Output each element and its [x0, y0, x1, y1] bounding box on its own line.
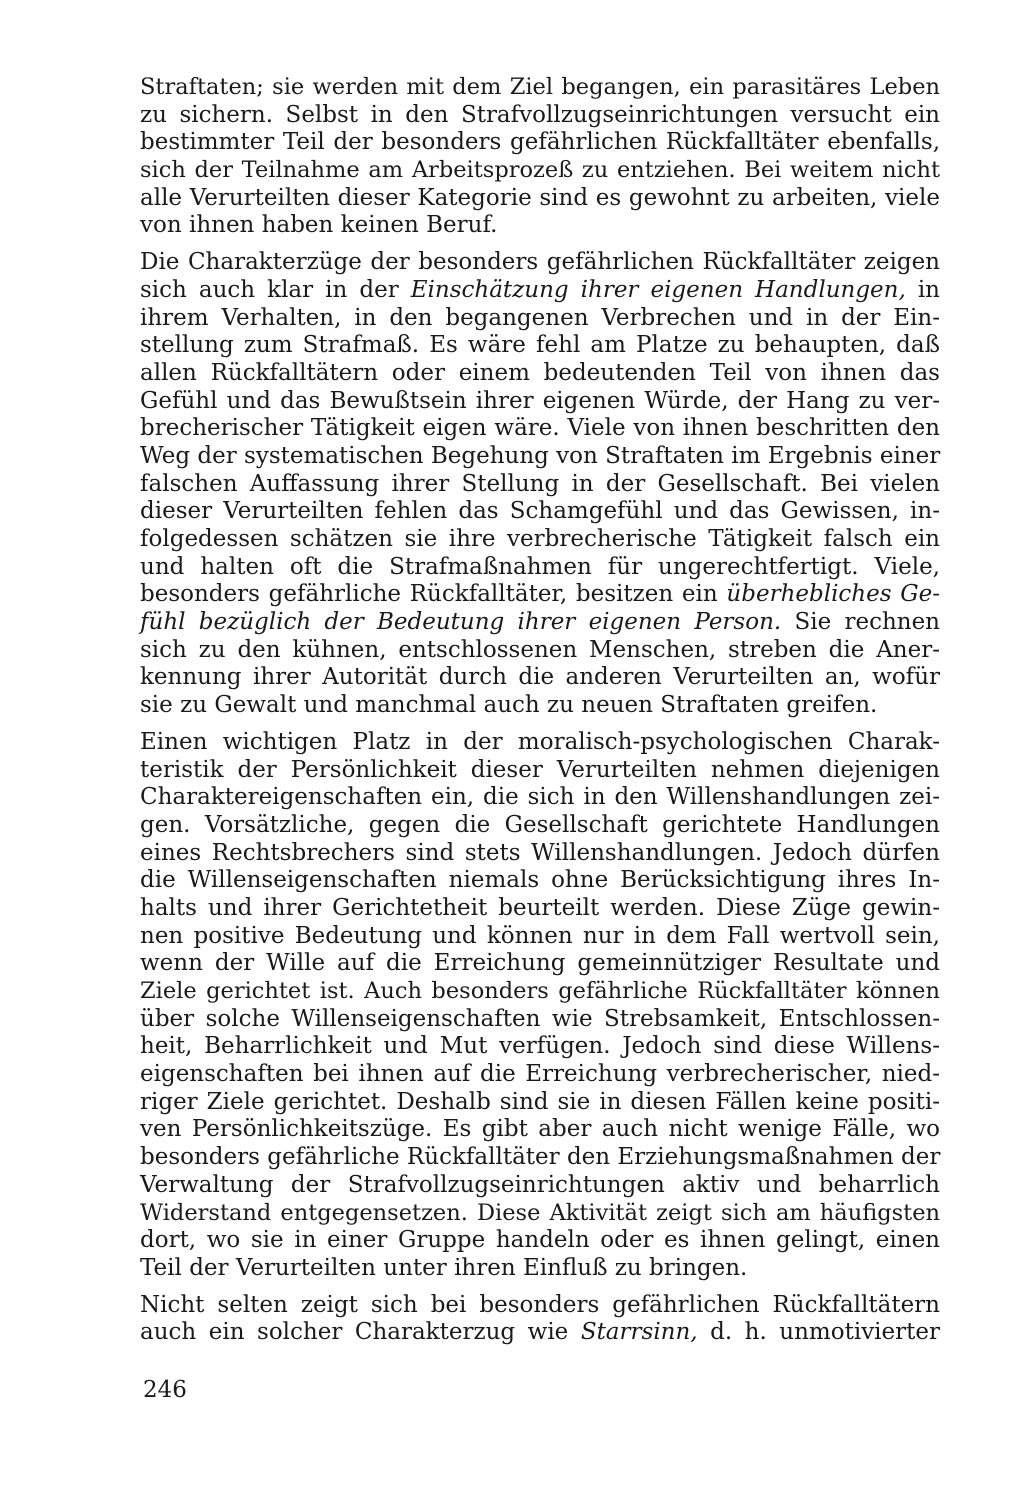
text-line: [140, 812, 940, 840]
text-line: [140, 692, 940, 720]
text-segment: kennung ihrer Autorität durch die anderen Verurteilten an, wofür: [140, 664, 940, 691]
text-line: [140, 1172, 940, 1200]
text-segment: in: [905, 276, 940, 303]
text-segment: sich zu den kühnen, entschlossenen Menschen, streben die Aner-: [140, 636, 940, 663]
paragraph: [140, 729, 940, 1283]
text-line: [140, 950, 940, 978]
text-line: [140, 1144, 940, 1172]
text-segment: ven Persönlichkeitszüge. Es gibt aber auch nicht wenige Fälle, wo: [140, 1116, 940, 1143]
text-line: [140, 784, 940, 812]
text-segment: sich auch klar in der: [140, 276, 411, 303]
text-line: [140, 249, 940, 277]
text-segment: folgedessen schätzen sie ihre verbrecherische Tätigkeit falsch ein: [140, 526, 940, 552]
text-line: [140, 1255, 940, 1283]
paragraph-gap: [140, 240, 940, 249]
text-segment: bestimmter Teil der besonders gefährlichen Rückfalltäter ebenfalls,: [140, 129, 940, 156]
page-number: 246: [143, 1377, 187, 1403]
text-segment: Gefühl und das Bewußtsein ihrer eigenen Würde, der Hang zu ver-: [140, 387, 940, 414]
text-line: [140, 102, 940, 130]
text-line: [140, 471, 940, 499]
text-line: [140, 1116, 940, 1144]
text-line: [140, 443, 940, 471]
text-line: [140, 609, 940, 637]
paragraph: [140, 1292, 940, 1347]
text-segment: besonders gefährliche Rückfalltäter den Erziehungsmaßnahmen der: [140, 1144, 941, 1171]
text-line: [140, 277, 940, 305]
text-segment: zu sichern. Selbst in den Strafvollzugseinrichtungen versucht ein: [140, 101, 940, 128]
text-segment: Teil der Verurteilten unter ihren Einfluß zu bringen.: [140, 1254, 748, 1281]
text-segment: von ihnen haben keinen Beruf.: [140, 212, 498, 239]
text-segment: allen Rückfalltätern oder einem bedeutenden Teil von ihnen das: [140, 359, 940, 386]
text-segment: teristik der Persönlichkeit dieser Verurteilten nehmen diejenigen: [140, 756, 940, 783]
text-segment: besonders gefährliche Rückfalltäter, besitzen ein: [140, 581, 727, 608]
text-segment: riger Ziele gerichtet. Deshalb sind sie in diesen Fällen keine positi-: [140, 1088, 940, 1115]
italic-emphasis: fühl bezüglich der Bedeutung ihrer eigenen Person.: [140, 609, 782, 636]
text-line: [140, 212, 940, 240]
text-segment: und halten oft die Strafmaßnahmen für ungerechtfertigt. Viele,: [140, 553, 940, 580]
text-segment: über solche Willenseigenschaften wie Strebsamkeit, Entschlossen-: [140, 1005, 940, 1032]
text-segment: Sie rechnen: [781, 609, 940, 636]
text-segment: eigenschaften bei ihnen auf die Erreichung verbrecherischer, nied-: [140, 1061, 940, 1088]
text-segment: alle Verurteilten dieser Kategorie sind es gewohnt zu arbeiten, viele: [140, 184, 940, 211]
text-line: [140, 415, 940, 443]
text-line: [140, 554, 940, 582]
text-segment: Die Charakterzüge der besonders gefährlichen Rückfalltäter zeigen: [140, 249, 940, 276]
italic-emphasis: überhebliches Ge-: [726, 581, 941, 608]
italic-emphasis: Starrsinn,: [580, 1319, 698, 1346]
text-segment: auch ein solcher Charakterzug wie: [140, 1319, 581, 1346]
text-line: [140, 74, 940, 102]
text-segment: dort, wo sie in einer Gruppe handeln oder es ihnen gelingt, einen: [140, 1227, 940, 1254]
text-line: [140, 1061, 940, 1089]
text-line: [140, 729, 940, 757]
text-line: [140, 840, 940, 868]
text-line: [140, 895, 940, 923]
text-segment: wenn der Wille auf die Erreichung gemeinnütziger Resultate und: [140, 950, 940, 977]
body-text: [140, 74, 940, 1347]
text-line: [140, 1089, 940, 1117]
text-line: [140, 1033, 940, 1061]
text-line: [140, 526, 940, 554]
text-line: [140, 1319, 940, 1347]
text-segment: Charaktereigenschaften ein, die sich in den Willenshandlungen zei-: [140, 784, 940, 811]
text-segment: gen. Vorsätzliche, gegen die Gesellschaft gerichtete Handlungen: [140, 811, 940, 838]
text-line: [140, 757, 940, 785]
text-segment: heit, Beharrlichkeit und Mut verfügen. Jedoch sind diese Willens-: [140, 1033, 940, 1060]
text-segment: Widerstand entgegensetzen. Diese Aktivität zeigt sich am häufigsten: [140, 1199, 940, 1226]
text-segment: Verwaltung der Strafvollzugseinrichtungen aktiv und beharrlich: [140, 1171, 940, 1198]
text-line: [140, 185, 940, 213]
text-line: [140, 1292, 940, 1320]
text-line: [140, 1200, 940, 1228]
text-line: [140, 1006, 940, 1034]
text-segment: Ziele gerichtet ist. Auch besonders gefährliche Rückfalltäter können: [140, 978, 940, 1004]
text-segment: sie zu Gewalt und manchmal auch zu neuen Straftaten greifen.: [140, 692, 878, 719]
text-segment: Weg der systematischen Begehung von Straftaten im Ergebnis einer: [140, 442, 941, 469]
text-line: [140, 129, 940, 157]
text-line: [140, 498, 940, 526]
paragraph: [140, 74, 940, 240]
text-line: [140, 923, 940, 951]
text-line: [140, 978, 940, 1006]
text-line: [140, 305, 940, 333]
text-line: [140, 360, 940, 388]
text-segment: dieser Verurteilten fehlen das Schamgefühl und das Gewissen, in-: [140, 498, 940, 525]
text-segment: Einen wichtigen Platz in der moralisch-psychologischen Charak-: [140, 728, 940, 755]
text-segment: die Willenseigenschaften niemals ohne Berücksichtigung ihres In-: [140, 867, 940, 894]
text-segment: Straftaten; sie werden mit dem Ziel begangen, ein parasitäres Leben: [140, 74, 940, 100]
text-line: [140, 867, 940, 895]
text-segment: nen positive Bedeutung und können nur in dem Fall wertvoll sein,: [140, 922, 940, 949]
text-segment: eines Rechtsbrechers sind stets Willenshandlungen. Jedoch dürfen: [140, 839, 940, 866]
text-segment: d. h. unmotivierter: [697, 1319, 940, 1346]
text-line: [140, 664, 940, 692]
italic-emphasis: Einschätzung ihrer eigenen Handlungen,: [410, 276, 906, 303]
text-segment: halts und ihrer Gerichtetheit beurteilt werden. Diese Züge gewin-: [140, 894, 940, 921]
text-line: [140, 157, 940, 185]
paragraph-gap: [140, 1283, 940, 1292]
text-segment: falschen Auffassung ihrer Stellung in der Gesellschaft. Bei vielen: [140, 470, 940, 497]
text-line: [140, 332, 940, 360]
paragraph-gap: [140, 720, 940, 729]
text-line: [140, 637, 940, 665]
text-line: [140, 388, 940, 416]
paragraph: [140, 249, 940, 720]
text-segment: brecherischer Tätigkeit eigen wäre. Viele von ihnen beschritten den: [140, 415, 940, 442]
text-segment: Nicht selten zeigt sich bei besonders gefährlichen Rückfalltätern: [140, 1291, 940, 1318]
text-line: [140, 1227, 940, 1255]
text-segment: ihrem Verhalten, in den begangenen Verbrechen und in der Ein-: [140, 304, 940, 331]
text-line: [140, 581, 940, 609]
text-segment: stellung zum Strafmaß. Es wäre fehl am Platze zu behaupten, daß: [140, 332, 940, 359]
text-segment: sich der Teilnahme am Arbeitsprozeß zu entziehen. Bei weitem nicht: [140, 157, 940, 184]
